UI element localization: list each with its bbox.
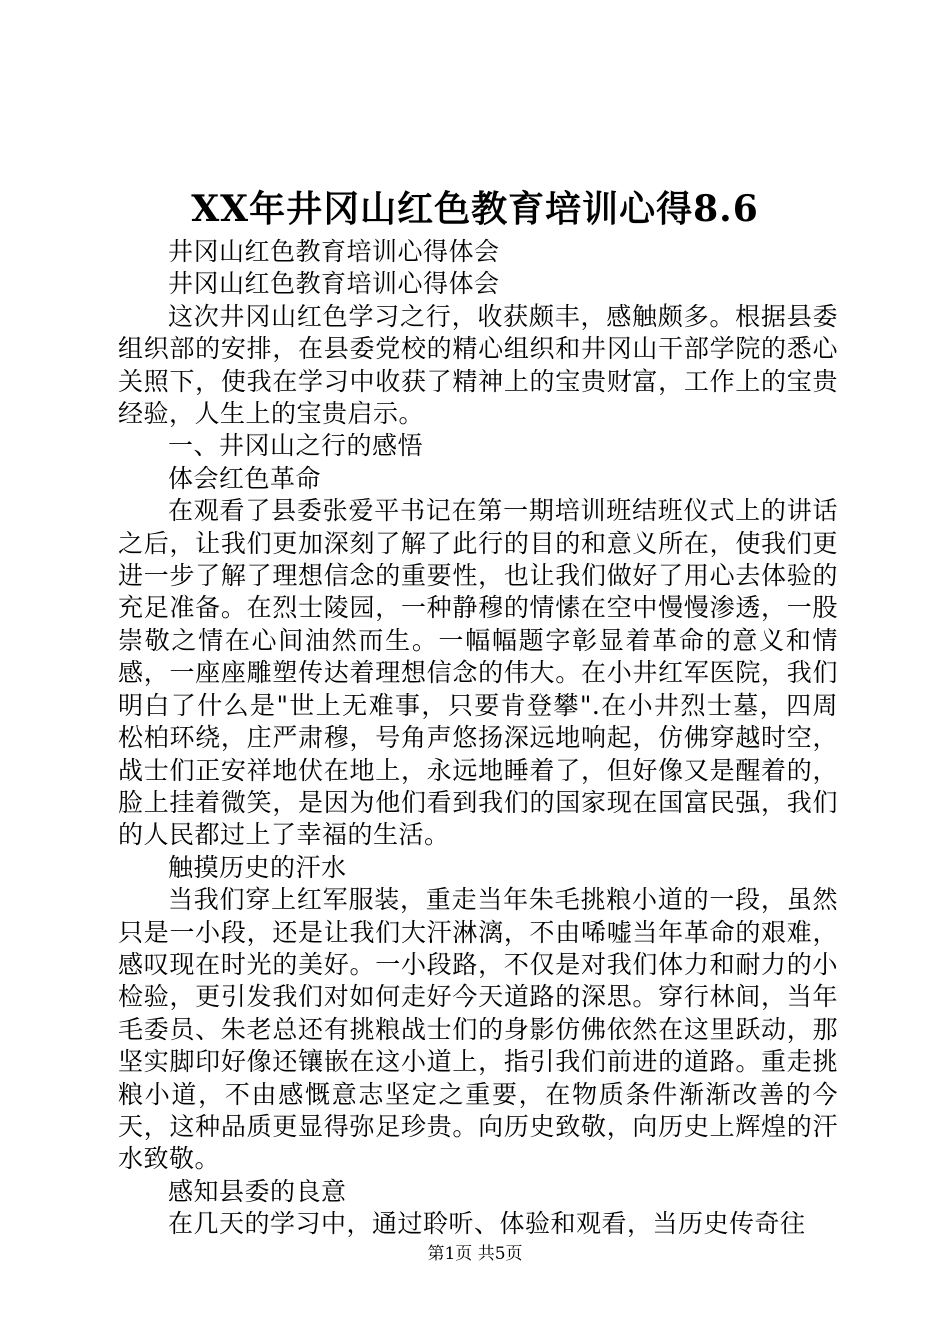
section-heading: 一、井冈山之行的感悟 [168,431,424,461]
subsection-heading: 触摸历史的汗水 [168,852,347,882]
document-body [118,236,838,1241]
body-paragraph: 当我们穿上红军服装，重走当年朱毛挑粮小道的一段，虽然只是一小段，还是让我们大汗淋漓，不由唏嘘当年革命的艰难，感叹现在时光的美好。一小段路，不仅是对我们体力和耐力的小检验，更引发我们对如何走好今天道路的深思。穿行林间，当年毛委员、朱老总还有挑粮战士们的身影仿佛依然在这里跃动，那坚实脚印好像还镶嵌在这小道上，指引我们前进的道路。重走挑粮小道，不由感慨意志坚定之重要，在物质条件渐渐改善的今天，这种品质更显得弥足珍贵。向历史致敬，向历史上辉煌的汗水致敬。 [118,885,838,1174]
body-paragraph: 在观看了县委张爱平书记在第一期培训班结班仪式上的讲话之后，让我们更加深刻了解了此行的目的和意义所在，使我们更进一步了解了理想信念的重要性，也让我们做好了用心去体验的充足准备。在烈士陵园，一种静穆的情愫在空中慢慢渗透，一股崇敬之情在心间油然而生。一幅幅题字彰显着革命的意义和情感，一座座雕塑传达着理想信念的伟大。在小井红军医院，我们明白了什么是"世上无难事，只要肯登攀".在小井烈士墓，四周松柏环绕，庄严肃穆，号角声悠扬深远地响起，仿佛穿越时空，战士们正安祥地伏在地上，永远地睡着了，但好像又是醒着的，脸上挂着微笑，是因为他们看到我们的国家现在国富民强，我们的人民都过上了幸福的生活。 [118,496,838,850]
body-paragraph: 在几天的学习中，通过聆听、体验和观看，当历史传奇往 [168,1209,806,1239]
subtitle-line: 井冈山红色教育培训心得体会 [168,269,500,299]
page-footer: 第1页 共5页 [427,1244,523,1264]
subtitle-line: 井冈山红色教育培训心得体会 [168,237,500,266]
subsection-heading: 体会红色革命 [168,463,322,493]
body-paragraph: 这次井冈山红色学习之行，收获颇丰，感触颇多。根据县委组织部的安排，在县委党校的精心组织和井冈山干部学院的悉心关照下，使我在学习中收获了精神上的宝贵财富，工作上的宝贵经验，人生上的宝贵启示。 [118,301,838,429]
subsection-heading: 感知县委的良意 [168,1176,347,1206]
document-title: XX年井冈山红色教育培训心得8.6 [191,188,759,230]
